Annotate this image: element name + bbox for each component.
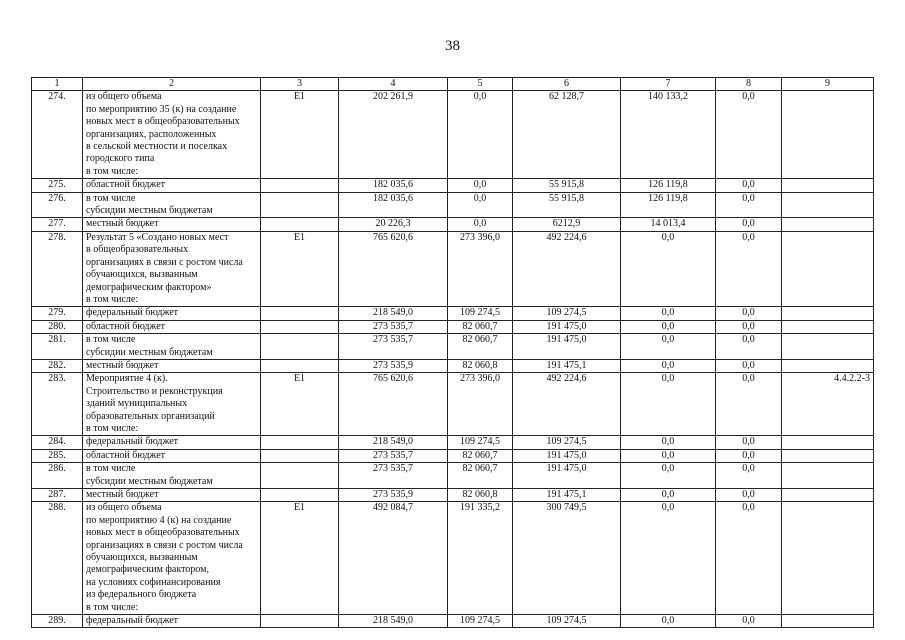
value-col-8: 0,0 <box>716 218 782 231</box>
table-row <box>32 436 874 449</box>
row-code <box>261 463 339 489</box>
value-col-8: 0,0 <box>716 334 782 360</box>
row-number: 284. <box>32 436 83 449</box>
row-code <box>261 179 339 192</box>
row-description: из общего объема по мероприятию 35 (к) на создание новых мест в общеобразовательных организациях, расположенных в сельской местности и поселках городского типа в том числе: <box>83 91 261 179</box>
page-number: 38 <box>445 38 460 54</box>
row-reference <box>782 179 874 192</box>
table-row <box>32 463 874 489</box>
table-row <box>32 502 874 615</box>
value-col-6: 191 475,1 <box>513 489 621 502</box>
row-description: из общего объема по мероприятию 4 (к) на создание новых мест в общеобразовательных организациях в связи с ростом числа обучающихся, вызванным демографическим фактором, на условиях софинансирования из федерального бюджета в том числе: <box>83 502 261 615</box>
table-row <box>32 334 874 360</box>
row-description: местный бюджет <box>83 359 261 372</box>
row-reference <box>782 436 874 449</box>
row-description: в том числе субсидии местным бюджетам <box>83 463 261 489</box>
value-col-8: 0,0 <box>716 502 782 615</box>
column-header-5: 5 <box>448 78 513 91</box>
row-number: 282. <box>32 359 83 372</box>
table-row <box>32 373 874 436</box>
row-code <box>261 436 339 449</box>
row-code <box>261 307 339 320</box>
value-col-5: 273 396,0 <box>448 231 513 306</box>
row-reference <box>782 463 874 489</box>
value-col-4: 273 535,7 <box>339 320 448 333</box>
value-col-6: 109 274,5 <box>513 307 621 320</box>
value-col-6: 6212,9 <box>513 218 621 231</box>
value-col-6: 62 128,7 <box>513 91 621 179</box>
row-number: 280. <box>32 320 83 333</box>
row-number: 288. <box>32 502 83 615</box>
value-col-6: 191 475,0 <box>513 449 621 462</box>
value-col-4: 182 035,6 <box>339 179 448 192</box>
value-col-7: 0,0 <box>621 231 716 306</box>
value-col-5: 0,0 <box>448 91 513 179</box>
table-row <box>32 91 874 179</box>
value-col-8: 0,0 <box>716 359 782 372</box>
value-col-7: 0,0 <box>621 463 716 489</box>
row-code: Е1 <box>261 91 339 179</box>
value-col-5: 82 060,8 <box>448 489 513 502</box>
value-col-6: 109 274,5 <box>513 615 621 628</box>
value-col-8: 0,0 <box>716 231 782 306</box>
value-col-7: 0,0 <box>621 449 716 462</box>
column-header-2: 2 <box>83 78 261 91</box>
row-reference <box>782 359 874 372</box>
value-col-6: 492 224,6 <box>513 373 621 436</box>
row-reference <box>782 91 874 179</box>
row-number: 275. <box>32 179 83 192</box>
row-reference <box>782 307 874 320</box>
table-row <box>32 615 874 628</box>
row-code <box>261 334 339 360</box>
value-col-4: 202 261,9 <box>339 91 448 179</box>
row-description: Мероприятие 4 (к). Строительство и реконструкция зданий муниципальных образовательных организаций в том числе: <box>83 373 261 436</box>
value-col-7: 126 119,8 <box>621 192 716 218</box>
row-description: областной бюджет <box>83 179 261 192</box>
value-col-4: 273 535,7 <box>339 334 448 360</box>
value-col-4: 218 549,0 <box>339 615 448 628</box>
row-number: 283. <box>32 373 83 436</box>
value-col-6: 492 224,6 <box>513 231 621 306</box>
value-col-8: 0,0 <box>716 449 782 462</box>
table-row <box>32 179 874 192</box>
value-col-4: 765 620,6 <box>339 231 448 306</box>
table-row <box>32 231 874 306</box>
value-col-5: 0,0 <box>448 218 513 231</box>
row-code: Е1 <box>261 502 339 615</box>
row-number: 277. <box>32 218 83 231</box>
value-col-4: 765 620,6 <box>339 373 448 436</box>
column-header-3: 3 <box>261 78 339 91</box>
value-col-6: 55 915,8 <box>513 179 621 192</box>
table-row <box>32 359 874 372</box>
row-number: 279. <box>32 307 83 320</box>
row-reference <box>782 320 874 333</box>
column-header-4: 4 <box>339 78 448 91</box>
row-number: 289. <box>32 615 83 628</box>
row-description: в том числе субсидии местным бюджетам <box>83 334 261 360</box>
row-reference <box>782 449 874 462</box>
row-code <box>261 320 339 333</box>
row-description: местный бюджет <box>83 489 261 502</box>
row-description: федеральный бюджет <box>83 615 261 628</box>
value-col-5: 191 335,2 <box>448 502 513 615</box>
value-col-7: 140 133,2 <box>621 91 716 179</box>
value-col-4: 218 549,0 <box>339 307 448 320</box>
row-code: Е1 <box>261 373 339 436</box>
value-col-4: 273 535,9 <box>339 359 448 372</box>
column-header-1: 1 <box>32 78 83 91</box>
value-col-5: 82 060,8 <box>448 359 513 372</box>
value-col-5: 82 060,7 <box>448 334 513 360</box>
row-description: в том числе субсидии местным бюджетам <box>83 192 261 218</box>
value-col-7: 0,0 <box>621 320 716 333</box>
value-col-6: 191 475,0 <box>513 334 621 360</box>
row-description: федеральный бюджет <box>83 307 261 320</box>
row-number: 286. <box>32 463 83 489</box>
value-col-7: 126 119,8 <box>621 179 716 192</box>
row-description: областной бюджет <box>83 449 261 462</box>
column-header-8: 8 <box>716 78 782 91</box>
table-row <box>32 449 874 462</box>
value-col-8: 0,0 <box>716 179 782 192</box>
value-col-7: 0,0 <box>621 615 716 628</box>
value-col-6: 109 274,5 <box>513 436 621 449</box>
row-code: Е1 <box>261 231 339 306</box>
row-code <box>261 218 339 231</box>
value-col-8: 0,0 <box>716 463 782 489</box>
value-col-4: 182 035,6 <box>339 192 448 218</box>
value-col-8: 0,0 <box>716 436 782 449</box>
row-reference: 4.4.2.2-3 <box>782 373 874 436</box>
value-col-5: 0,0 <box>448 192 513 218</box>
row-number: 287. <box>32 489 83 502</box>
value-col-4: 273 535,7 <box>339 463 448 489</box>
row-description: Результат 5 «Создано новых мест в общеобразовательных организациях в связи с ростом числа обучающихся, вызванным демографическим фактором» в том числе: <box>83 231 261 306</box>
row-reference <box>782 231 874 306</box>
value-col-6: 300 749,5 <box>513 502 621 615</box>
value-col-4: 273 535,9 <box>339 489 448 502</box>
value-col-6: 55 915,8 <box>513 192 621 218</box>
table-row <box>32 489 874 502</box>
column-header-7: 7 <box>621 78 716 91</box>
row-reference <box>782 502 874 615</box>
row-description: областной бюджет <box>83 320 261 333</box>
row-description: местный бюджет <box>83 218 261 231</box>
value-col-7: 0,0 <box>621 502 716 615</box>
value-col-7: 0,0 <box>621 489 716 502</box>
row-code <box>261 489 339 502</box>
value-col-8: 0,0 <box>716 307 782 320</box>
row-code <box>261 449 339 462</box>
table-body <box>32 91 874 628</box>
row-description: федеральный бюджет <box>83 436 261 449</box>
value-col-8: 0,0 <box>716 615 782 628</box>
table-row <box>32 320 874 333</box>
row-code <box>261 359 339 372</box>
column-header-9: 9 <box>782 78 874 91</box>
table-row <box>32 192 874 218</box>
table-row <box>32 307 874 320</box>
row-number: 281. <box>32 334 83 360</box>
row-reference <box>782 334 874 360</box>
value-col-5: 82 060,7 <box>448 449 513 462</box>
row-number: 276. <box>32 192 83 218</box>
value-col-4: 20 226,3 <box>339 218 448 231</box>
table-row <box>32 218 874 231</box>
value-col-7: 0,0 <box>621 436 716 449</box>
row-number: 274. <box>32 91 83 179</box>
value-col-6: 191 475,0 <box>513 320 621 333</box>
value-col-5: 109 274,5 <box>448 615 513 628</box>
row-reference <box>782 218 874 231</box>
value-col-5: 109 274,5 <box>448 307 513 320</box>
row-reference <box>782 615 874 628</box>
row-code <box>261 192 339 218</box>
budget-table <box>31 77 874 628</box>
value-col-8: 0,0 <box>716 373 782 436</box>
header-row <box>32 78 874 91</box>
value-col-7: 14 013,4 <box>621 218 716 231</box>
value-col-7: 0,0 <box>621 307 716 320</box>
value-col-6: 191 475,1 <box>513 359 621 372</box>
value-col-5: 273 396,0 <box>448 373 513 436</box>
column-header-6: 6 <box>513 78 621 91</box>
value-col-5: 109 274,5 <box>448 436 513 449</box>
value-col-4: 218 549,0 <box>339 436 448 449</box>
value-col-5: 82 060,7 <box>448 463 513 489</box>
value-col-7: 0,0 <box>621 334 716 360</box>
value-col-4: 273 535,7 <box>339 449 448 462</box>
value-col-4: 492 084,7 <box>339 502 448 615</box>
value-col-5: 82 060,7 <box>448 320 513 333</box>
row-code <box>261 615 339 628</box>
value-col-8: 0,0 <box>716 192 782 218</box>
row-number: 285. <box>32 449 83 462</box>
row-number: 278. <box>32 231 83 306</box>
value-col-6: 191 475,0 <box>513 463 621 489</box>
value-col-5: 0,0 <box>448 179 513 192</box>
value-col-8: 0,0 <box>716 320 782 333</box>
row-reference <box>782 192 874 218</box>
value-col-8: 0,0 <box>716 91 782 179</box>
value-col-7: 0,0 <box>621 373 716 436</box>
row-reference <box>782 489 874 502</box>
value-col-7: 0,0 <box>621 359 716 372</box>
value-col-8: 0,0 <box>716 489 782 502</box>
